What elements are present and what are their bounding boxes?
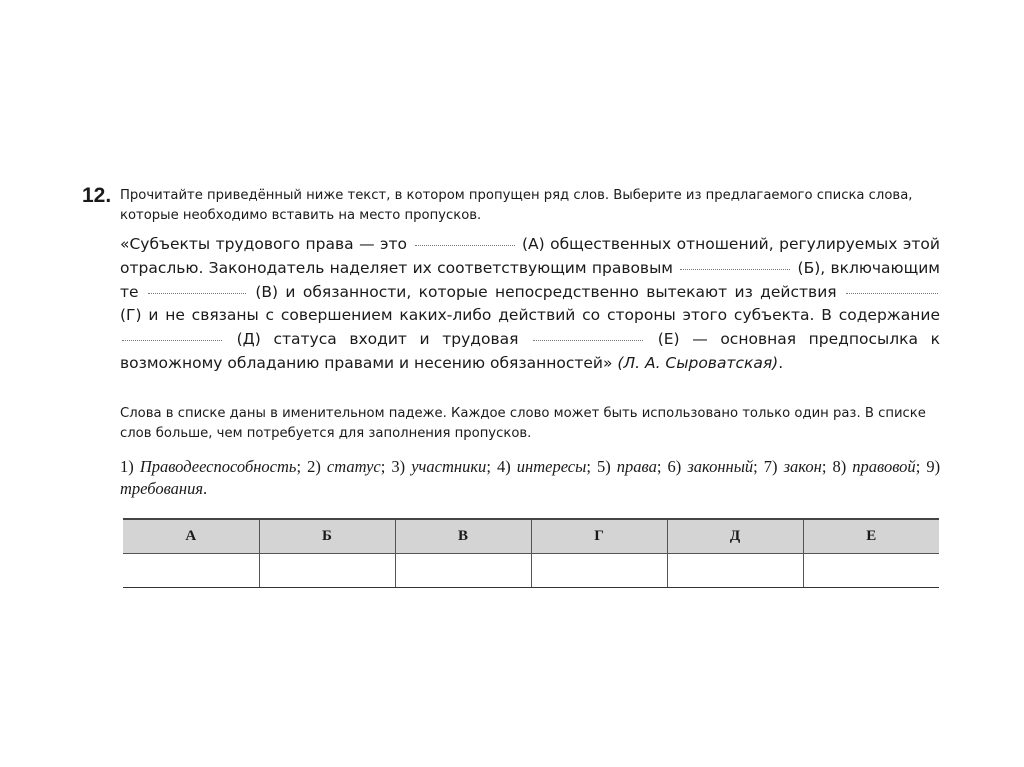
- word-option-number: 7): [763, 457, 778, 476]
- word-option-number: 4): [496, 457, 511, 476]
- blank-e: [533, 339, 643, 341]
- passage-part-5: (Г) и не связаны с совершением каких-либо действий со стороны этого субъекта. В содержание: [120, 306, 940, 325]
- word-option: [497, 457, 591, 476]
- word-option-text: Праводееспособность: [139, 457, 297, 476]
- header-b: Б: [259, 519, 395, 554]
- passage-end: .: [778, 353, 784, 372]
- word-list-instruction: Слова в списке даны в именительном падеже. Каждое слово может быть использовано только один раз. В списке слов больше, чем потребуется для заполнения пропусков.: [120, 406, 926, 441]
- passage-part-2: (А) общественных отношений, регулируемых этой отраслью. Законодатель наделяет их соответствующим правовым: [120, 235, 940, 277]
- word-list: [120, 456, 940, 500]
- answer-cell-v[interactable]: [395, 554, 531, 588]
- word-option-text: статус: [326, 457, 381, 476]
- task-intro: Прочитайте приведённый ниже текст, в котором пропущен ряд слов. Выберите из предлагаемого списка слова, которые необходимо вставить на место пропусков.: [120, 188, 913, 223]
- word-option-separator: ;: [656, 457, 662, 476]
- answer-cell-e[interactable]: [803, 554, 939, 588]
- blank-a: [415, 244, 515, 246]
- header-d: Д: [667, 519, 803, 554]
- word-option: [391, 457, 491, 476]
- answer-cell-g[interactable]: [531, 554, 667, 588]
- word-option-text: участники: [411, 457, 487, 476]
- passage-part-7: (Е) — основная предпосылка к возможному обладанию правами и несению обязанностей»: [120, 330, 940, 372]
- word-option-text: правовой: [852, 457, 916, 476]
- task-number: 12.: [82, 184, 112, 207]
- word-option: [120, 457, 301, 476]
- answer-table: [123, 518, 939, 588]
- word-option-separator: ;: [586, 457, 591, 476]
- word-option: [668, 457, 758, 476]
- blank-v: [148, 292, 246, 294]
- word-option-separator: ;: [296, 457, 302, 476]
- word-option-text: права: [616, 457, 657, 476]
- header-g: Г: [531, 519, 667, 554]
- word-option: [764, 457, 827, 476]
- passage-part-1: «Субъекты трудового права — это: [120, 235, 408, 253]
- answer-cell-d[interactable]: [667, 554, 803, 588]
- header-e: Е: [803, 519, 939, 554]
- word-option-number: 1): [120, 457, 134, 476]
- word-option-separator: ;: [753, 457, 758, 476]
- answer-table-header-row: [123, 519, 939, 554]
- word-option-number: 8): [832, 457, 847, 476]
- word-option: [832, 457, 920, 476]
- word-option-separator: ;: [821, 457, 827, 476]
- word-option-number: 9): [926, 457, 941, 476]
- blank-g: [846, 292, 938, 294]
- header-a: А: [123, 519, 259, 554]
- passage-part-3: (Б), включающим те: [120, 258, 940, 301]
- blank-d: [122, 339, 222, 341]
- word-option-text: законный: [687, 457, 754, 476]
- passage-author: (Л. А. Сыроватская): [617, 353, 779, 372]
- word-option-separator: ;: [486, 457, 491, 476]
- word-option-number: 3): [391, 457, 406, 476]
- word-option: [307, 457, 385, 476]
- answer-cell-b[interactable]: [259, 554, 395, 588]
- answer-cell-a[interactable]: [123, 554, 259, 588]
- blank-b: [680, 268, 790, 270]
- passage-text: [120, 233, 940, 376]
- word-option-text: закон: [783, 457, 822, 476]
- word-option-number: 2): [307, 457, 321, 476]
- word-option-text: интересы: [516, 457, 587, 476]
- passage-part-6: (Д) статуса входит и трудовая: [236, 330, 519, 349]
- answer-table-row: [123, 554, 939, 588]
- word-option-number: 6): [667, 457, 682, 476]
- header-v: В: [395, 519, 531, 554]
- word-option-number: 5): [596, 457, 611, 476]
- word-option-separator: ;: [915, 457, 921, 476]
- word-option-separator: .: [203, 479, 208, 498]
- passage-part-4: (В) и обязанности, которые непосредственно вытекают из действия: [255, 282, 837, 301]
- word-option: [597, 457, 661, 476]
- word-option-text: требования: [120, 479, 204, 498]
- word-option-separator: ;: [380, 457, 386, 476]
